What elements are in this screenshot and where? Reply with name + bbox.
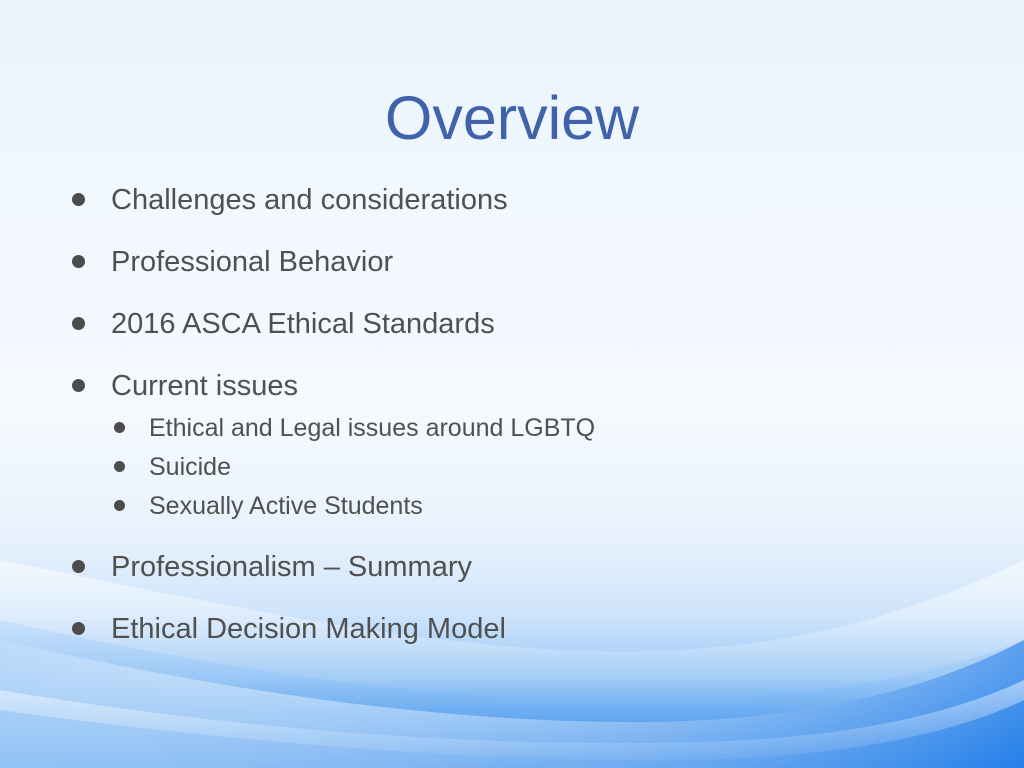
bullet-text: Challenges and considerations: [111, 184, 508, 216]
bullet-dot-icon: [72, 379, 85, 392]
bullet-item: [0, 609, 1024, 649]
bullet-text: Professional Behavior: [111, 246, 394, 278]
sub-bullet-text: Sexually Active Students: [149, 492, 423, 520]
sub-bullet-dot-icon: [114, 461, 125, 472]
slide-title: Overview: [384, 84, 640, 152]
bullet-text: Ethical Decision Making Model: [111, 613, 506, 645]
bullet-item: [0, 366, 1024, 406]
bullet-dot-icon: [72, 193, 85, 206]
bullet-text: Professionalism – Summary: [111, 551, 472, 583]
sub-bullet-dot-icon: [114, 500, 125, 511]
sub-bullet-item: [0, 450, 1024, 484]
sub-bullet-item: [0, 489, 1024, 523]
bullet-dot-icon: [72, 255, 85, 268]
bullet-item: [0, 180, 1024, 220]
bullet-dot-icon: [72, 560, 85, 573]
bullet-item: [0, 242, 1024, 282]
bullet-text: 2016 ASCA Ethical Standards: [111, 308, 495, 340]
bullet-dot-icon: [72, 317, 85, 330]
bullet-text: Current issues: [111, 370, 298, 402]
bullet-item: [0, 304, 1024, 344]
sub-bullet-text: Ethical and Legal issues around LGBTQ: [149, 414, 596, 442]
bullet-item: [0, 547, 1024, 587]
sub-bullet-dot-icon: [114, 422, 125, 433]
sub-bullet-text: Suicide: [149, 453, 231, 481]
sub-bullet-item: [0, 411, 1024, 445]
bullet-dot-icon: [72, 622, 85, 635]
